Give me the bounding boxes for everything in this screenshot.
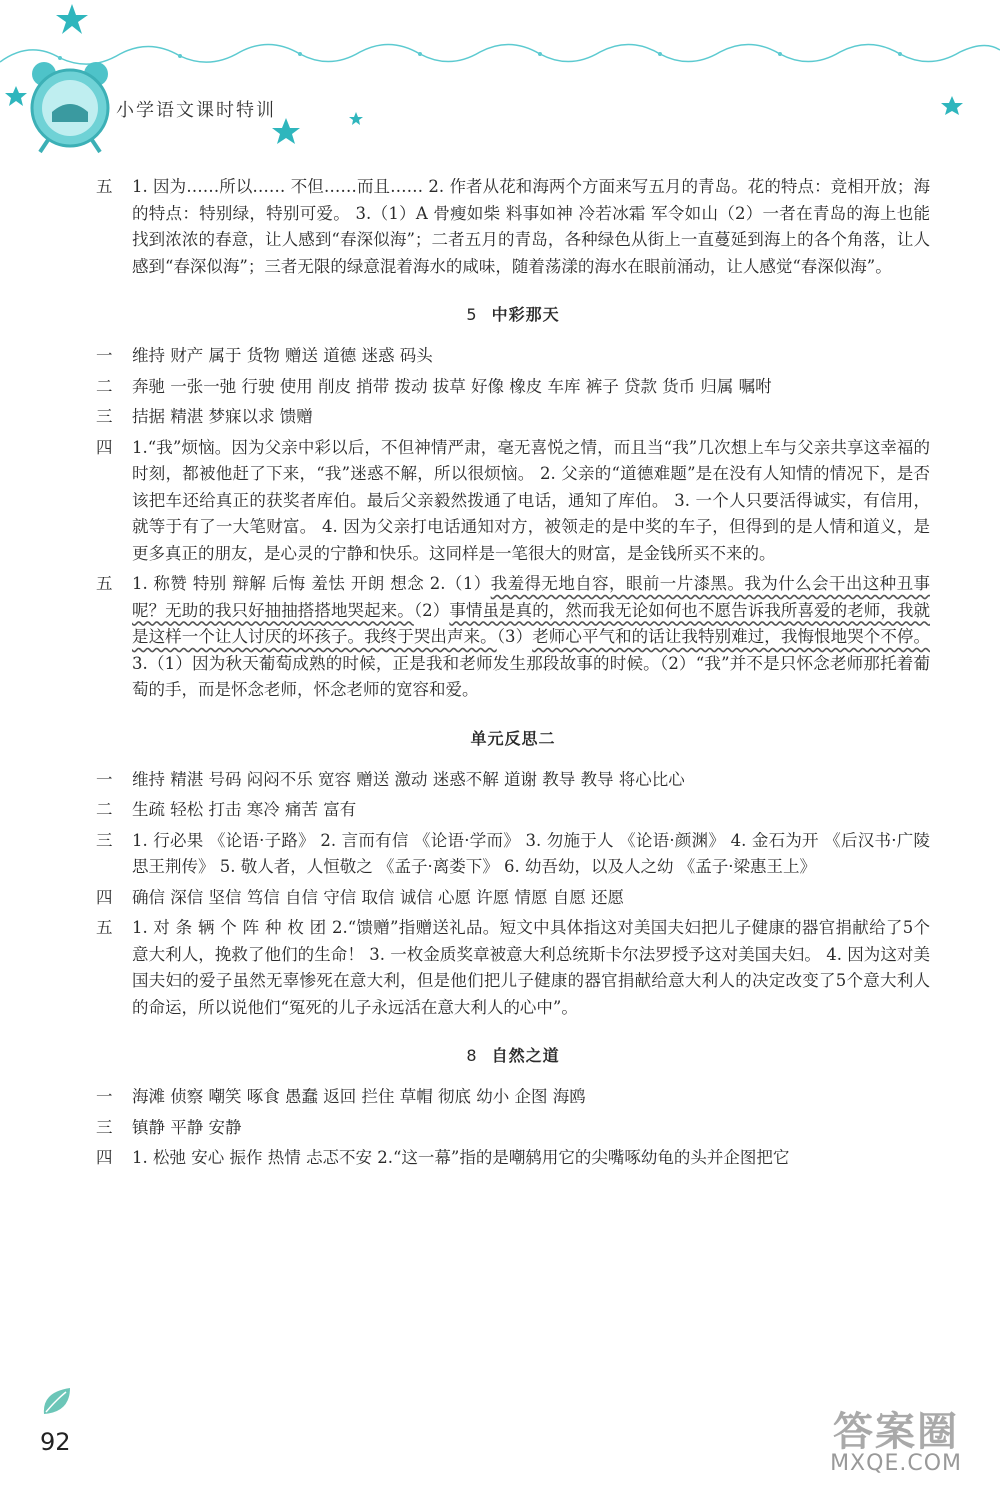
watermark xyxy=(830,1400,962,1476)
question-label: 五 xyxy=(96,918,113,937)
question-label: 三 xyxy=(96,1117,113,1137)
section-title: 单元反思二 xyxy=(470,728,556,748)
leaf-icon xyxy=(40,1384,74,1418)
answer-paragraph xyxy=(96,1145,930,1172)
answer-paragraph xyxy=(96,374,930,401)
section-number: 8 xyxy=(466,1046,478,1065)
section-heading xyxy=(96,1043,930,1066)
question-label: 一 xyxy=(96,346,113,365)
answer-text: 海滩 侦察 嘲笑 啄食 愚蠢 返回 拦住 草帽 彻底 幼小 企图 海鸥 xyxy=(132,1087,586,1106)
answer-text: 3.（1）因为秋天葡萄成熟的时候，正是我和老师发生那段故事的时候。（2）“我”并不是只怀念老师那托着葡萄的手，而是怀念老师，怀念老师的宽容和爱。 xyxy=(132,653,930,699)
section-heading xyxy=(96,302,930,325)
answer-text: 1. 对 条 辆 个 阵 种 枚 团 2.“馈赠”指赠送礼品。短文中具体指这对美国夫妇把儿子健康的器官捐献给了5个意大利人，挽救了他们的生命！ 3. 一枚金质奖章被意大利总统斯卡尔法罗授予这对美国夫妇。 4. 因为这对美国夫妇的爱子虽然无辜惨死在意大利，但是他们把儿子健康的器官捐献给意大利人的决定改变了5个意大利人的命运，所以说他们“冤死的儿子永远活在意大利人的心中”。 xyxy=(132,918,930,1017)
answer-paragraph xyxy=(96,571,930,704)
alarm-clock-icon xyxy=(32,62,108,152)
section-number: 5 xyxy=(466,305,478,324)
answer-text: 1. 松弛 安心 振作 热情 忐忑不安 2.“这一幕”指的是嘲鸫用它的尖嘴啄幼龟的头并企图把它 xyxy=(132,1148,790,1167)
answer-text: 1. 称赞 特别 辩解 后悔 羞怯 开朗 想念 2.（1） xyxy=(132,574,491,593)
question-label: 一 xyxy=(96,769,113,789)
question-label: 二 xyxy=(96,800,113,819)
answer-paragraph xyxy=(96,1115,930,1142)
question-label: 三 xyxy=(96,830,113,850)
section-title: 中彩那天 xyxy=(491,305,560,324)
question-label: 三 xyxy=(96,407,113,426)
answer-text: 奔驰 一张一弛 行驶 使用 削皮 捎带 拨动 拔草 好像 橡皮 车库 裤子 贷款 货币 归属 嘱咐 xyxy=(132,376,772,396)
underlined-answer-text: 我羞得无地自容，眼前一片漆黑。我为什么会干出这种丑事呢？无助的我只好抽抽搭搭地哭起来。 xyxy=(132,574,930,620)
answer-text: 1. 行必果 《论语·子路》 2. 言而有信 《论语·学而》 3. 勿施于人 《论语·颜渊》 4. 金石为开 《后汉书·广陵思王荆传》 5. 敬人者，人恒敬之 《孟子·离娄下》 6. 幼吾幼，以及人之幼 《孟子·梁惠王上》 xyxy=(132,830,930,876)
answer-paragraph xyxy=(96,915,930,1021)
answer-text: 镇静 平静 安静 xyxy=(132,1117,242,1137)
answer-text: 维持 财产 属于 货物 赠送 道德 迷惑 码头 xyxy=(132,346,433,365)
answer-content xyxy=(96,174,930,1176)
question-label: 一 xyxy=(96,1087,113,1106)
header-title: 小学语文课时特训 xyxy=(116,100,276,121)
scalloped-band xyxy=(0,44,1000,64)
answer-paragraph xyxy=(96,767,930,794)
answer-paragraph xyxy=(96,343,930,370)
answer-paragraph xyxy=(96,885,930,912)
answer-text: （2） xyxy=(413,600,450,620)
watermark-url: MXQE.COM xyxy=(830,1451,962,1476)
question-label: 四 xyxy=(96,437,113,457)
question-label: 四 xyxy=(96,887,113,907)
answer-paragraph xyxy=(96,174,930,280)
star-icon xyxy=(5,4,963,144)
underlined-answer-text: 老师心平气和的话让我特别难过，我悔恨地哭个不停。 xyxy=(532,627,930,646)
answer-text: 维持 精湛 号码 闷闷不乐 宽容 赠送 激动 迷惑不解 道谢 教导 教导 将心比心 xyxy=(132,769,685,789)
answer-paragraph xyxy=(96,404,930,431)
answer-text: 确信 深信 坚信 笃信 自信 守信 取信 诚信 心愿 许愿 情愿 自愿 还愿 xyxy=(132,887,624,907)
answer-text: 1.“我”烦恼。因为父亲中彩以后，不但神情严肃，毫无喜悦之情，而且当“我”几次想上车与父亲共享这幸福的时刻，都被他赶了下来，“我”迷惑不解，所以很烦恼。 2. 父亲的“道德难题”是在没有人知情的情况下，是否该把车还给真正的获奖者库伯。最后父亲毅然拨通了电话，通知了库伯。 3. 一个人只要活得诚实，有信用，就等于有了一大笔财富。 4. 因为父亲打电话通知对方，被领走的是中奖的车子，但得到的是人情和道义，是更多真正的朋友，是心灵的宁静和快乐。这同样是一笔很大的财富，是金钱所买不来的。 xyxy=(132,437,930,563)
watermark-main: 答案圈 xyxy=(833,1409,960,1455)
question-label: 五 xyxy=(96,574,113,593)
answer-paragraph xyxy=(96,435,930,568)
answer-paragraph xyxy=(96,828,930,881)
answer-text: （3） xyxy=(496,627,533,646)
page-number: 92 xyxy=(40,1428,71,1456)
header-decoration xyxy=(0,0,1000,170)
underlined-answer-text: 事情虽是真的，然而我无论如何也不愿告诉我所喜爱的老师，我就是这样一个让人讨厌的坏孩子。我终于哭出声来。 xyxy=(132,600,930,646)
section-heading xyxy=(96,726,930,749)
answer-paragraph xyxy=(96,797,930,824)
answer-text: 拮据 精湛 梦寐以求 馈赠 xyxy=(132,407,313,426)
question-label: 四 xyxy=(96,1148,113,1167)
answer-paragraph xyxy=(96,1084,930,1111)
section-title: 自然之道 xyxy=(491,1046,560,1065)
answer-text: 1. 因为……所以…… 不但……而且…… 2. 作者从花和海两个方面来写五月的青岛。花的特点：竞相开放；海的特点：特别绿，特别可爱。 3.（1）A 骨瘦如柴 料事如神 冷若冰霜 军令如山（2）一者在青岛的海上也能找到浓浓的春意，让人感到“春深似海”；二者五月的青岛，各种绿色从街上一直蔓延到海上的各个角落，让人感到“春深似海”；三者无限的绿意混着海水的咸味，随着荡漾的海水在眼前涌动，让人感觉“春深似海”。 xyxy=(132,177,930,276)
question-label: 五 xyxy=(96,177,113,196)
question-label: 二 xyxy=(96,376,113,396)
answer-text: 生疏 轻松 打击 寒冷 痛苦 富有 xyxy=(132,800,357,819)
